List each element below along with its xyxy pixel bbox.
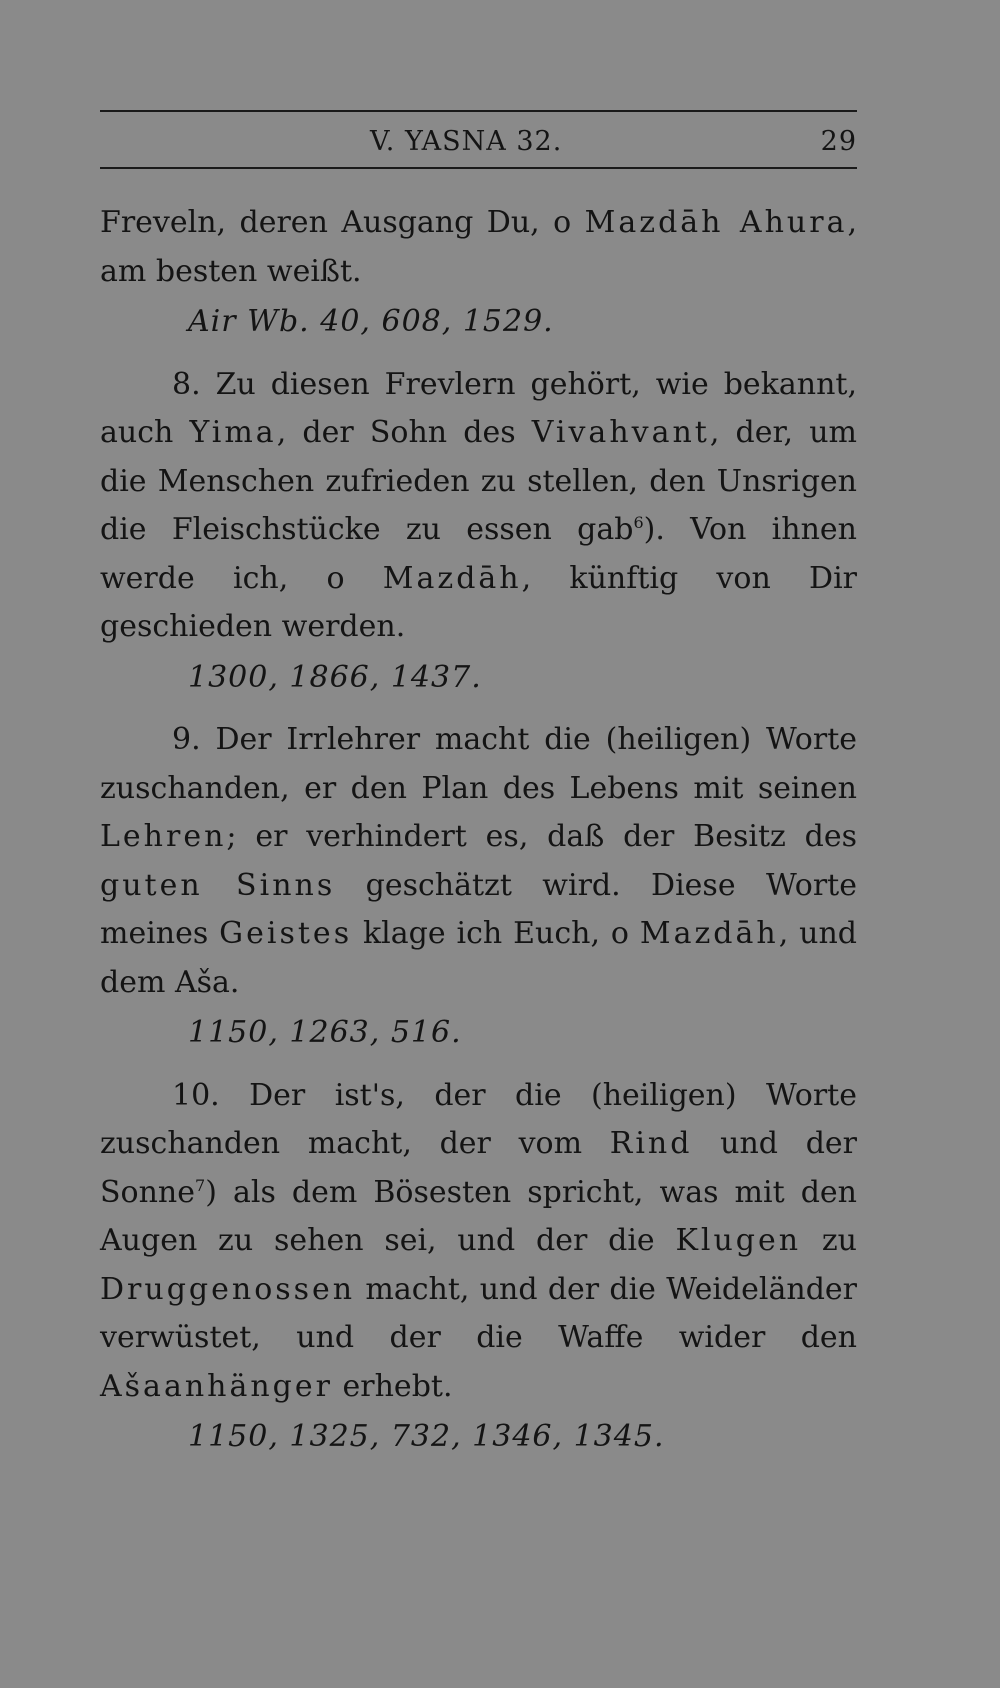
emphasis-spaced: Yima: [189, 415, 277, 450]
text-run: , am besten weißt.: [100, 205, 858, 289]
text-run: zu: [801, 1223, 857, 1258]
emphasis-spaced: Vivahvant: [531, 415, 710, 450]
text-run: , künftig von Dir geschieden werden.: [100, 560, 858, 644]
reference-line: 1150, 1325, 732, 1346, 1345.: [188, 1419, 665, 1454]
text-run: Freveln, deren Ausgang Du, o: [100, 205, 585, 240]
header-bottom-rule: [100, 167, 857, 169]
emphasis-spaced: Ašaanhänger: [100, 1368, 333, 1404]
footnote-marker: 7: [195, 1175, 206, 1195]
text-run: 8. Zu diesen Frevlern gehört, wie bekannt, auch: [100, 366, 857, 450]
footnote-marker: 6: [633, 513, 644, 532]
emphasis-spaced: Mazdāh: [382, 560, 522, 596]
emphasis-spaced: Klugen: [675, 1223, 802, 1258]
text-run: , der Sohn des: [276, 415, 532, 450]
emphasis-spaced: Mazdāh: [639, 916, 779, 951]
text-run: ) als dem Bösesten spricht, was mit den Augen zu sehen sei, und der die: [100, 1174, 857, 1258]
reference-line: Air Wb. 40, 608, 1529.: [188, 304, 554, 339]
text-run: erhebt.: [332, 1368, 453, 1404]
text-run: und der Sonne: [100, 1126, 857, 1210]
reference-line: 1150, 1263, 516.: [188, 1015, 462, 1050]
emphasis-spaced: Rind: [609, 1126, 693, 1161]
text-run: geschätzt wird. Diese Worte meines: [100, 867, 857, 951]
emphasis-spaced: Lehren: [100, 819, 227, 854]
running-header: [100, 112, 857, 167]
text-run: klage ich Euch, o: [352, 916, 640, 951]
emphasis-spaced: guten Sinns: [100, 867, 336, 903]
page-body: [100, 199, 857, 1462]
text-run: macht, und der die Weideländer verwüstet, und der die Waffe wider den: [100, 1271, 857, 1355]
text-run: ). Von ihnen werde ich, o: [100, 512, 857, 596]
paragraph-verse-8: [100, 361, 857, 652]
paragraph-verse-10: [100, 1072, 857, 1412]
text-run: , und dem Aša.: [100, 916, 857, 1000]
paragraph-continuation: [100, 199, 857, 296]
reference-line: 1300, 1866, 1437.: [188, 659, 482, 695]
emphasis-spaced: Mazdāh Ahura: [584, 205, 848, 240]
text-run: ; er verhindert es, daß der Besitz des: [226, 819, 857, 854]
emphasis-spaced: Geistes: [219, 916, 353, 951]
emphasis-spaced: Druggenossen: [100, 1271, 356, 1307]
page-number: 29: [820, 126, 857, 157]
paragraph-verse-9: [100, 716, 857, 1007]
book-page: [100, 110, 857, 1462]
text-run: , der, um die Menschen zufrieden zu stellen, den Unsrigen die Fleischstücke zu essen gab: [100, 415, 857, 547]
running-title: V. YASNA 32.: [370, 126, 563, 157]
text-run: 10. Der ist's, der die (heiligen) Worte zuschanden macht, der vom: [100, 1077, 857, 1161]
text-run: 9. Der Irrlehrer macht die (heiligen) Worte zuschanden, er den Plan des Lebens mit seinen: [100, 722, 857, 806]
